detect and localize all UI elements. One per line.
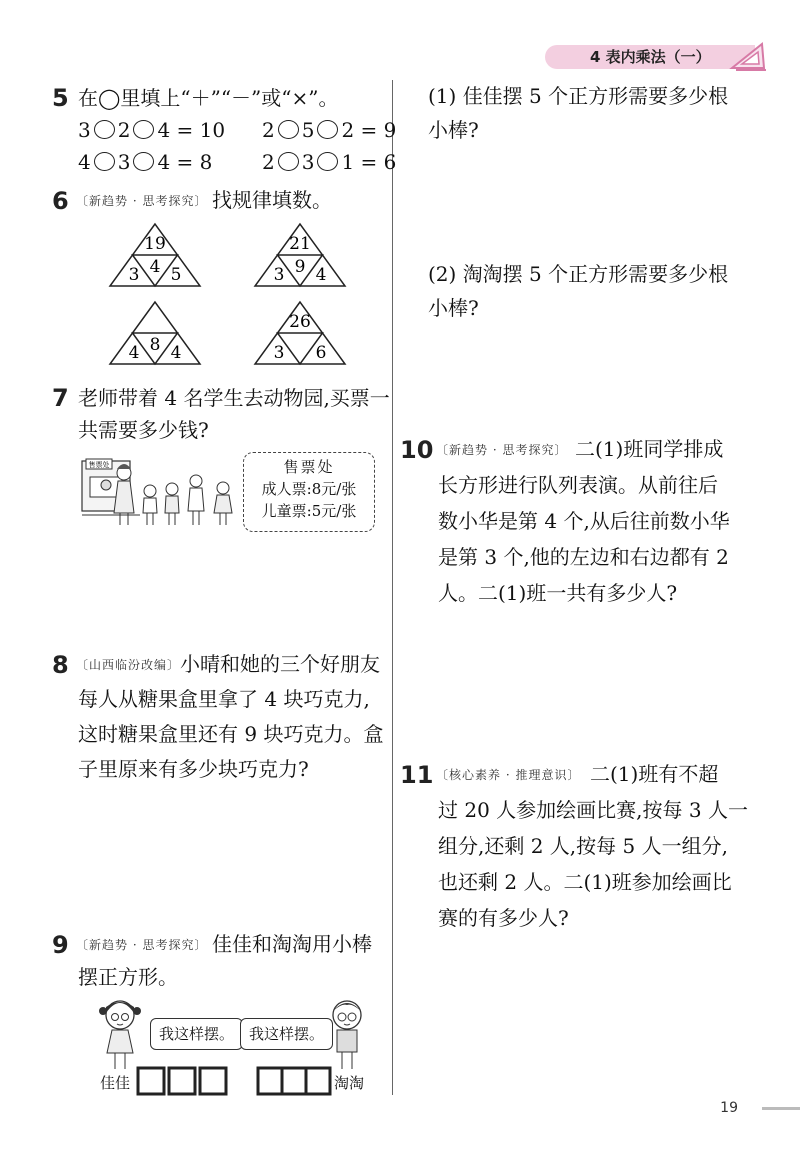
q10-tag: 〔新趋势 · 思考探究〕: [436, 443, 568, 457]
q10-line-4: 是第 3 个,他的左边和右边都有 2: [438, 545, 729, 569]
q5-prompt: 在◯里填上“＋”“－”或“×”。: [78, 86, 339, 110]
taotao-stick-squares: [255, 1065, 335, 1099]
name-jiajia: 佳佳: [100, 1074, 131, 1092]
q5-equation-4: 2 3 1 = 6: [262, 150, 397, 174]
speech-bubble-jiajia: 我这样摆。: [150, 1018, 243, 1050]
q9-line-1: 佳佳和淘淘用小棒: [212, 932, 372, 956]
pattern-triangle-1: [110, 224, 200, 286]
girl-jiajia-illustration: [95, 995, 145, 1073]
q8-line-3: 这时糖果盒里还有 9 块巧克力。盒: [78, 722, 384, 746]
question-number-8: 8: [52, 651, 69, 679]
q7-line-2: 共需要多少钱?: [78, 418, 209, 442]
operator-blank[interactable]: [94, 120, 115, 139]
tri1-top: 19: [144, 234, 166, 254]
operator-blank[interactable]: [133, 152, 154, 171]
question-number-6: 6: [52, 187, 69, 215]
pattern-triangle-2: [255, 224, 345, 286]
zoo-ticket-booth-illustration: [80, 455, 245, 530]
page-number: 19: [720, 1100, 738, 1116]
q9-sub2-line-2: 小棒?: [428, 296, 479, 320]
tri1-left: 3: [128, 265, 140, 285]
adult-ticket-price: 成人票:8元/张: [261, 480, 357, 498]
q9-sub1-line-1: (1) 佳佳摆 5 个正方形需要多少根: [428, 84, 729, 108]
q9-tag: 〔新趋势 · 思考探究〕: [76, 938, 208, 952]
ticket-price-board: [243, 452, 375, 532]
q6-tag: 〔新趋势 · 思考探究〕: [76, 194, 208, 208]
footer-rule: [762, 1107, 800, 1110]
q8-line-1: 小晴和她的三个好朋友: [180, 652, 380, 676]
booth-sign-text: 售票处: [88, 461, 110, 469]
child-ticket-price: 儿童票:5元/张: [261, 502, 357, 520]
tri3-right: 4: [170, 343, 182, 363]
column-divider: [392, 80, 393, 1095]
tri3-left: 4: [128, 343, 140, 363]
q6-prompt: 找规律填数。: [212, 188, 332, 212]
q11-line-4: 也还剩 2 人。二(1)班参加绘画比: [438, 870, 732, 894]
tri2-top: 21: [289, 234, 311, 254]
speech-bubble-taotao: 我这样摆。: [240, 1018, 333, 1050]
operator-blank[interactable]: [94, 152, 115, 171]
boy-taotao-illustration: [322, 995, 372, 1073]
q10-line-2: 长方形进行队列表演。从前往后: [438, 473, 718, 497]
q11-line-3: 组分,还剩 2 人,按每 5 人一组分,: [438, 834, 728, 858]
operator-blank[interactable]: [278, 120, 299, 139]
tri2-right: 4: [315, 265, 327, 285]
q11-line-1: 二(1)班有不超: [590, 762, 719, 786]
q11-line-2: 过 20 人参加绘画比赛,按每 3 人一: [438, 798, 748, 822]
operator-blank[interactable]: [133, 120, 154, 139]
tri4-left: 3: [273, 343, 285, 363]
q7-line-1: 老师带着 4 名学生去动物园,买票一: [78, 386, 390, 410]
tri1-center: 4: [149, 257, 161, 277]
tri2-left: 3: [273, 265, 285, 285]
ruler-triangle-icon: [728, 40, 768, 72]
number-triangles: [100, 222, 370, 372]
question-number-7: 7: [52, 384, 69, 412]
q11-line-5: 赛的有多少人?: [438, 906, 569, 930]
question-number-10: 10: [400, 436, 434, 464]
q8-line-4: 子里原来有多少块巧克力?: [78, 757, 309, 781]
jiajia-stick-squares: [135, 1065, 230, 1099]
q9-sub2-line-1: (2) 淘淘摆 5 个正方形需要多少根: [428, 262, 729, 286]
tri2-center: 9: [294, 257, 306, 277]
q5-equation-3: 4 3 4 = 8: [78, 150, 213, 174]
q5-equation-1: 3 2 4 = 10: [78, 118, 226, 142]
tri1-right: 5: [170, 265, 182, 285]
ticket-board-title: 售票处: [283, 458, 335, 476]
q9-sub1-line-2: 小棒?: [428, 118, 479, 142]
tri4-right: 6: [315, 343, 327, 363]
name-taotao: 淘淘: [334, 1074, 365, 1092]
pattern-triangle-4: [255, 302, 345, 364]
question-number-9: 9: [52, 931, 69, 959]
tri4-top: 26: [289, 312, 311, 332]
q11-tag: 〔核心素养 · 推理意识〕: [436, 768, 581, 782]
q10-line-1: 二(1)班同学排成: [575, 437, 724, 461]
q9-line-2: 摆正方形。: [78, 965, 178, 989]
chapter-title: 4 表内乘法（一）: [590, 48, 711, 66]
question-number-5: 5: [52, 84, 69, 112]
pattern-triangle-3: [110, 302, 200, 364]
operator-blank[interactable]: [278, 152, 299, 171]
q8-line-2: 每人从糖果盒里拿了 4 块巧克力,: [78, 687, 370, 711]
operator-blank[interactable]: [317, 120, 338, 139]
tri3-center: 8: [149, 335, 161, 355]
question-number-11: 11: [400, 761, 434, 789]
q5-equation-2: 2 5 2 = 9: [262, 118, 397, 142]
q10-line-5: 人。二(1)班一共有多少人?: [438, 581, 678, 605]
operator-blank[interactable]: [317, 152, 338, 171]
q10-line-3: 数小华是第 4 个,从后往前数小华: [438, 509, 730, 533]
q8-tag: 〔山西临汾改编〕: [76, 658, 181, 672]
